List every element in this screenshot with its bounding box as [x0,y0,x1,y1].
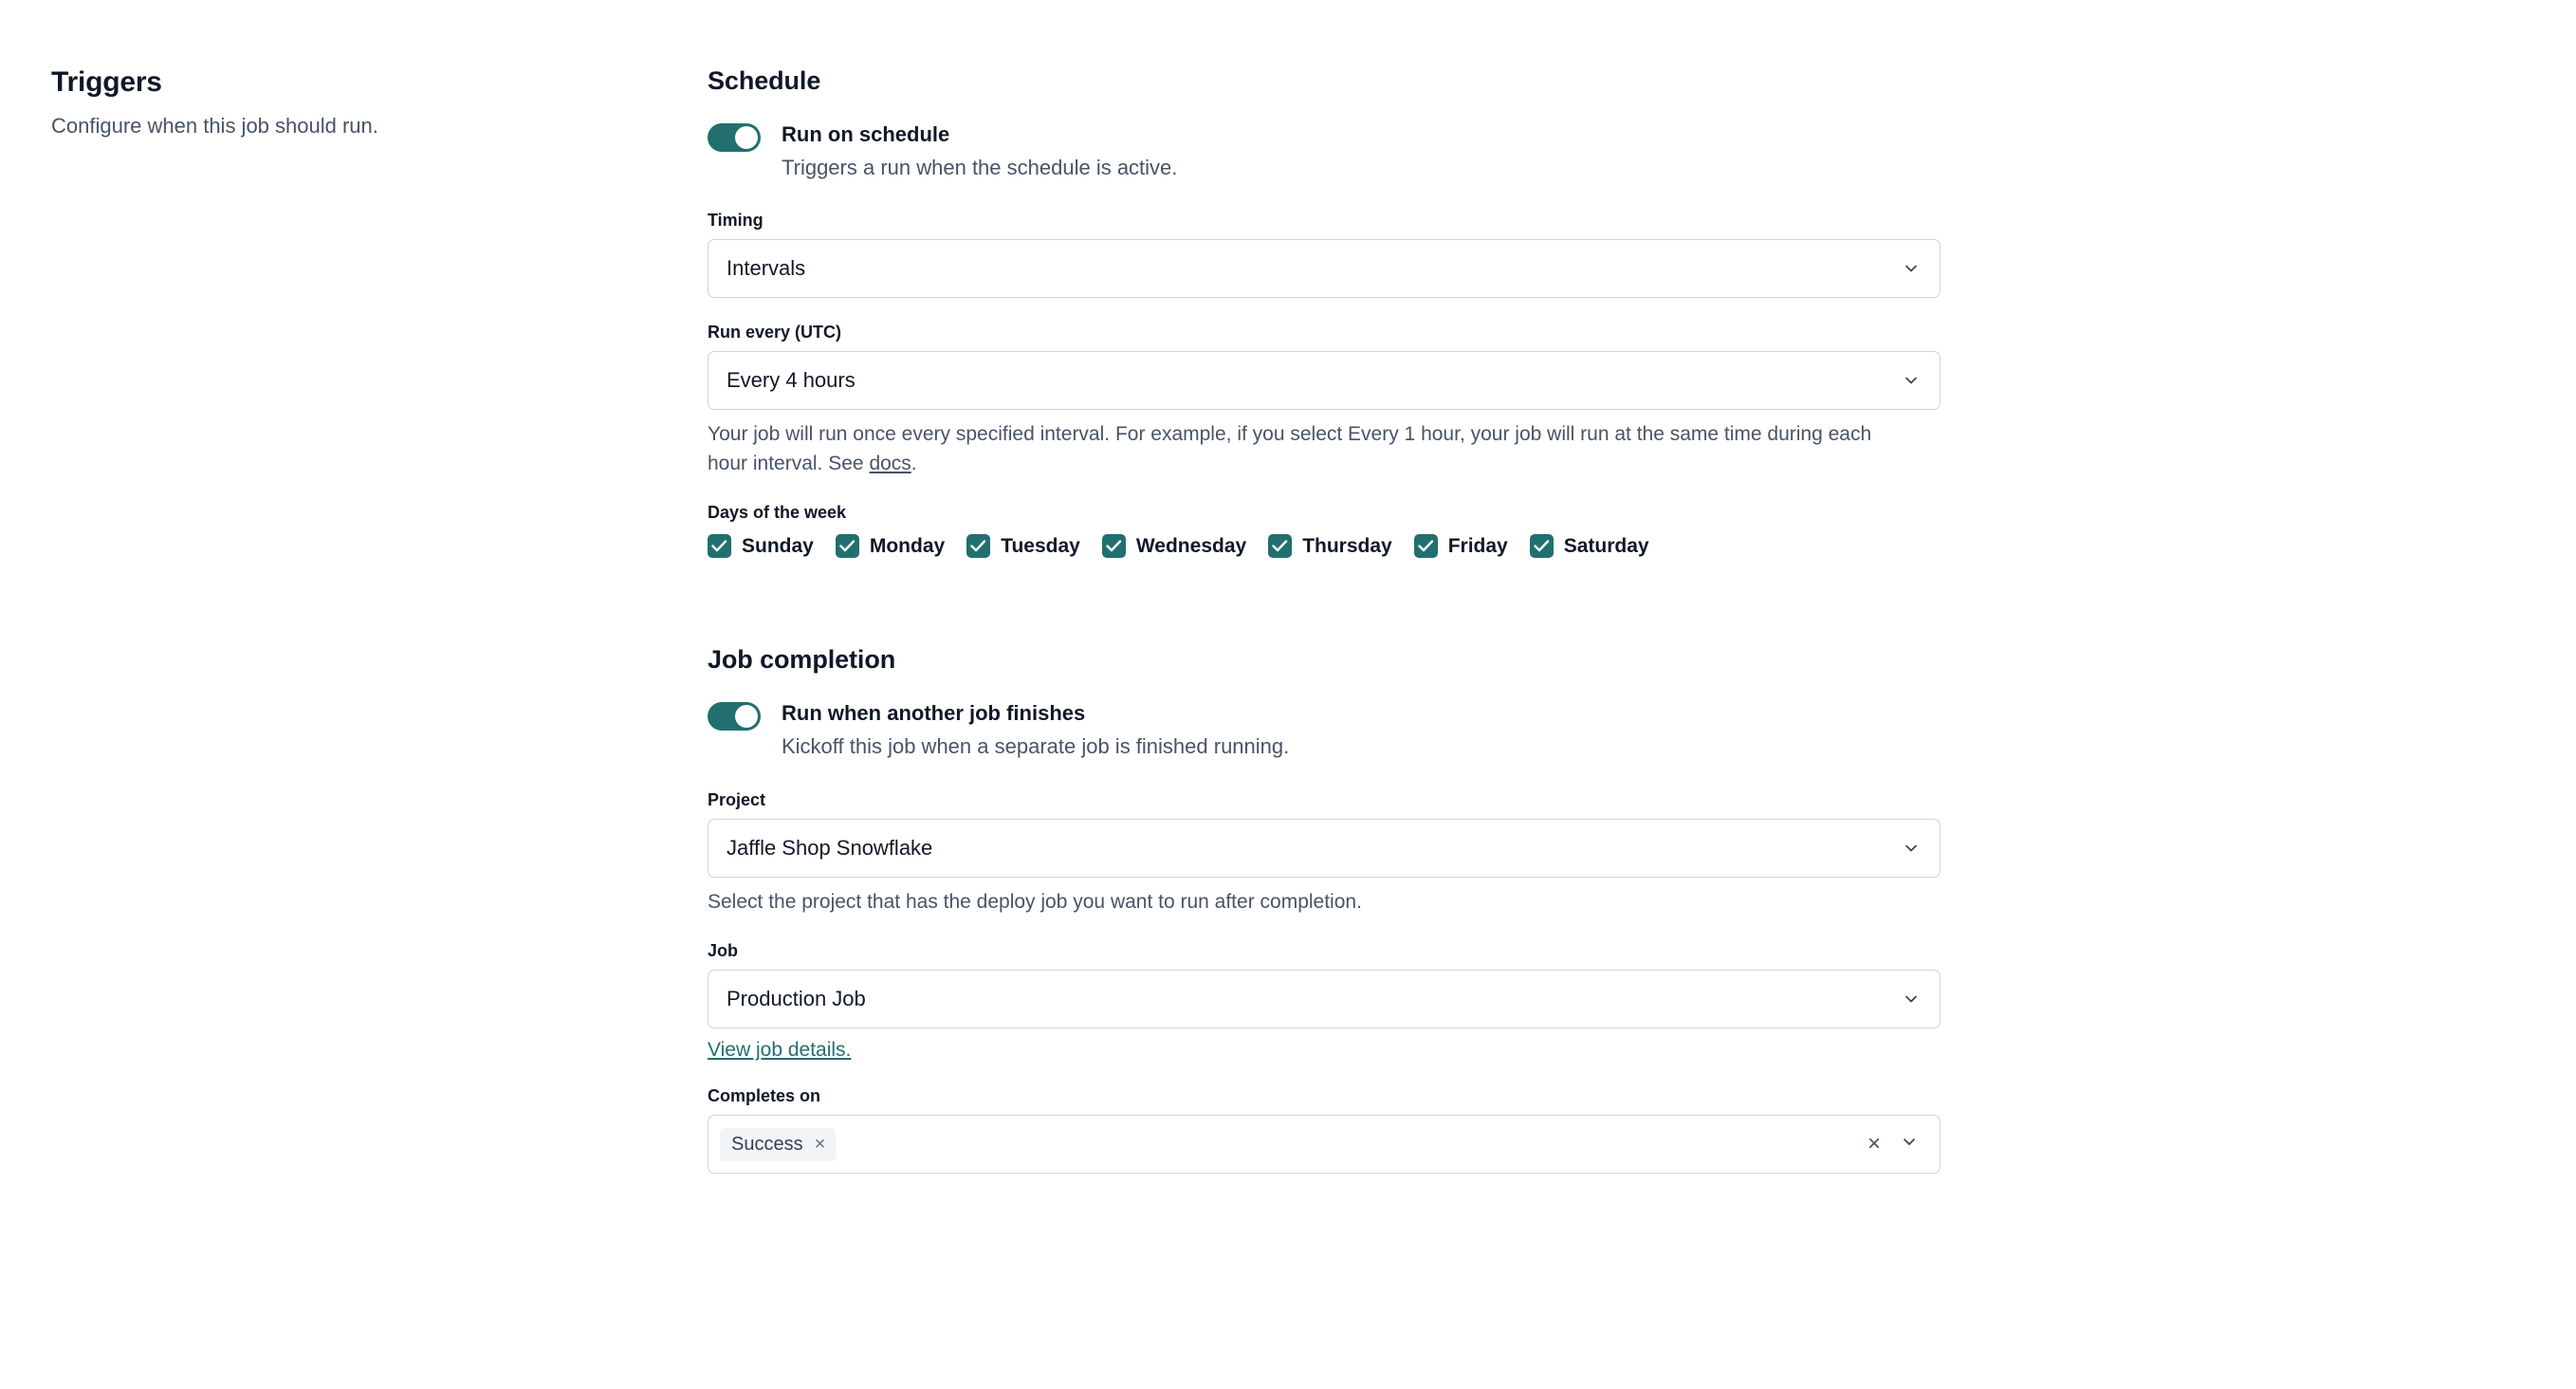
project-value: Jaffle Shop Snowflake [727,835,933,860]
check-icon [1414,534,1438,558]
chip-remove-icon[interactable]: × [814,1134,826,1156]
run-on-schedule-label: Run on schedule [782,122,950,146]
day-checkbox-friday[interactable] [1414,534,1508,558]
timing-value: Intervals [727,256,806,281]
check-icon [966,534,990,558]
docs-link[interactable]: docs [869,452,911,474]
view-job-details-line [708,1039,1941,1062]
completes-on-label: Completes on [708,1086,821,1106]
days-of-week-group [708,534,1941,558]
job-field [708,941,1941,1062]
schedule-section-title: Schedule [708,66,821,95]
check-icon [1268,534,1292,558]
run-every-help [708,420,1903,478]
timing-label: Timing [708,211,764,231]
project-help: Select the project that has the deploy job you want to run after completion. [708,890,1362,913]
completes-on-multiselect[interactable] [708,1115,1941,1174]
run-on-schedule-row [708,120,1941,182]
check-icon [1530,534,1554,558]
project-select[interactable] [708,819,1941,878]
day-label: Sunday [742,534,814,557]
run-when-job-finishes-row [708,699,1941,761]
chip-label: Success [731,1133,803,1155]
clear-selection-icon[interactable]: × [1867,1131,1881,1158]
run-on-schedule-description: Triggers a run when the schedule is active. [782,155,1178,179]
check-icon [1102,534,1126,558]
day-label: Wednesday [1135,534,1247,557]
day-checkbox-wednesday[interactable] [1102,534,1246,558]
project-label: Project [708,789,766,809]
chevron-down-icon [1902,839,1921,858]
check-icon [836,534,859,558]
run-every-value: Every 4 hours [727,368,856,393]
run-every-help-after: . [911,452,917,474]
chevron-down-icon [1902,371,1921,390]
days-of-week-label: Days of the week [708,503,847,523]
chevron-down-icon [1902,259,1921,278]
run-every-label: Run every (UTC) [708,323,842,343]
chevron-down-icon[interactable] [1900,1133,1919,1157]
completes-on-chip-success[interactable] [720,1128,836,1161]
run-on-schedule-toggle[interactable] [708,123,761,152]
day-label: Tuesday [1001,534,1080,557]
day-label: Saturday [1563,534,1649,557]
run-every-field [708,323,1941,478]
day-label: Friday [1447,534,1508,557]
completes-on-field [708,1086,1941,1174]
project-field [708,790,1941,917]
chevron-down-icon [1902,990,1921,1009]
job-label: Job [708,941,739,961]
day-checkbox-saturday[interactable] [1530,534,1649,558]
run-when-job-finishes-label: Run when another job finishes [782,701,1086,726]
timing-field [708,211,1941,298]
run-every-select[interactable] [708,351,1941,410]
view-job-details-link[interactable]: View job details. [708,1039,852,1062]
page-subtitle: Configure when this job should run. [51,114,378,138]
job-value: Production Job [727,987,866,1011]
job-completion-section-title: Job completion [708,645,896,675]
toggle-knob [735,705,758,728]
page-title: Triggers [51,66,162,98]
run-every-help-before: Your job will run once every specified interval. For example, if you select Every 1 hour, your job will run at the same time during each hour interval. See [708,423,1872,474]
run-when-job-finishes-text [782,699,1289,761]
day-checkbox-tuesday[interactable] [966,534,1080,558]
run-when-job-finishes-toggle[interactable] [708,702,761,731]
day-checkbox-monday[interactable] [836,534,945,558]
day-label: Monday [869,534,946,557]
triggers-form [708,66,1941,1198]
days-of-week-field [708,503,1941,558]
day-checkbox-sunday[interactable] [708,534,814,558]
job-select[interactable] [708,970,1941,1028]
timing-select[interactable] [708,239,1941,298]
run-on-schedule-text [782,120,1177,182]
check-icon [708,534,731,558]
day-label: Thursday [1302,534,1392,557]
toggle-knob [735,126,758,149]
day-checkbox-thursday[interactable] [1268,534,1392,558]
run-when-job-finishes-description: Kickoff this job when a separate job is finished running. [782,734,1290,759]
page-intro [51,66,639,140]
